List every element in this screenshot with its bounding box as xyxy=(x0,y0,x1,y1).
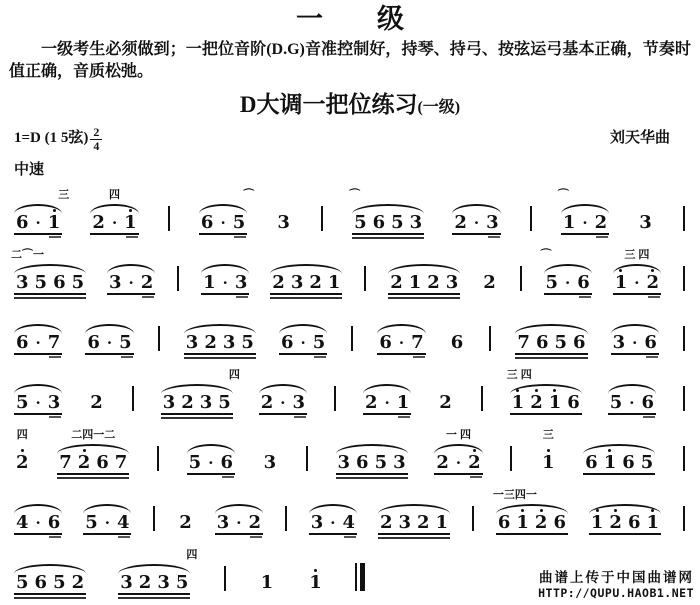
barline xyxy=(489,326,491,351)
note-group xyxy=(87,394,106,412)
barline xyxy=(530,206,532,231)
note: 5 xyxy=(312,332,326,353)
footer-watermark xyxy=(538,566,694,600)
note: 1 xyxy=(601,454,620,472)
note: 2 xyxy=(140,272,154,293)
note-group xyxy=(433,429,483,473)
fingering-annotation: 三 四 xyxy=(506,369,532,381)
fingering-annotation: 一 四 xyxy=(445,429,471,441)
barline xyxy=(683,446,685,471)
note: 3 xyxy=(199,392,213,413)
note: 2 xyxy=(248,512,261,533)
note: 7 xyxy=(47,332,61,353)
note: · xyxy=(111,214,118,232)
note: 2 xyxy=(606,514,625,532)
barline xyxy=(168,206,170,231)
note-group xyxy=(451,214,501,232)
note: 2 xyxy=(465,454,484,472)
fingering-annotation: 二四一二 xyxy=(71,429,116,441)
final-barline xyxy=(355,563,365,591)
score-line-5 xyxy=(0,425,700,485)
note: · xyxy=(582,214,588,232)
note: 1 xyxy=(513,514,532,532)
key-text: 1=D (1 5弦) xyxy=(14,130,89,146)
note: 5 xyxy=(34,272,48,293)
note: 5 xyxy=(554,332,567,353)
note: 5 xyxy=(354,212,367,233)
note-group xyxy=(84,334,134,352)
note: 3 xyxy=(234,272,248,293)
note: 3 xyxy=(292,392,306,413)
note-group xyxy=(186,454,236,472)
barline xyxy=(683,506,685,531)
score-line-4 xyxy=(0,365,700,425)
note: 6 xyxy=(450,332,464,353)
barline xyxy=(481,386,483,411)
note: 3 xyxy=(157,572,170,593)
note: 6 xyxy=(200,212,214,233)
note: · xyxy=(398,334,405,352)
note-group xyxy=(117,549,198,593)
note: 1 xyxy=(306,574,325,592)
fingering-annotation: 三 四 xyxy=(624,249,650,261)
score-line-2 xyxy=(0,245,700,305)
note-group xyxy=(582,454,656,472)
note: 3 xyxy=(216,512,230,533)
note-group xyxy=(540,249,593,293)
note: 2 xyxy=(483,272,496,293)
note: · xyxy=(106,334,113,352)
note: · xyxy=(473,214,480,232)
note: 2 xyxy=(643,274,662,292)
note-group xyxy=(214,514,264,532)
note-group xyxy=(13,394,63,412)
note-group xyxy=(200,274,250,292)
note: 2 xyxy=(260,392,274,413)
note: · xyxy=(384,394,390,412)
note: · xyxy=(455,454,462,472)
note: 6 xyxy=(87,332,100,353)
note: 5 xyxy=(545,272,559,293)
note-group xyxy=(82,514,132,532)
note: 6 xyxy=(497,512,511,533)
note: 4 xyxy=(342,512,356,533)
note: 2 xyxy=(90,392,103,413)
note: 3 xyxy=(486,212,499,233)
key-signature xyxy=(14,126,102,153)
note: 7 xyxy=(114,452,128,473)
note: 3 xyxy=(290,272,304,293)
note: 3 xyxy=(398,512,412,533)
note: 2 xyxy=(527,394,546,412)
note: · xyxy=(35,514,41,532)
score xyxy=(0,185,700,605)
note: 2 xyxy=(75,454,94,472)
note: 5 xyxy=(374,452,388,473)
note: · xyxy=(128,274,134,292)
note: 6 xyxy=(627,512,641,533)
note: 6 xyxy=(573,332,586,353)
note-group xyxy=(13,574,87,592)
note: 3 xyxy=(445,272,459,293)
note-group xyxy=(607,394,657,412)
note: 3 xyxy=(612,332,626,353)
fingering-annotation: 四 xyxy=(16,429,28,441)
note: 1 xyxy=(260,572,274,593)
note: 5 xyxy=(609,392,623,413)
note-group xyxy=(56,429,130,473)
note: 6 xyxy=(16,212,29,233)
note: 1 xyxy=(546,394,565,412)
note-group xyxy=(377,514,451,532)
note: 2 xyxy=(272,272,285,293)
fingering-annotation: ⌒ xyxy=(557,189,569,201)
note: 3 xyxy=(120,572,133,593)
note: 6 xyxy=(34,572,48,593)
note: 2 xyxy=(454,212,467,233)
note: 2 xyxy=(390,272,403,293)
note-group xyxy=(436,394,455,412)
note: 4 xyxy=(16,512,29,533)
tempo-marking: 中速 xyxy=(14,162,45,178)
note-group xyxy=(11,249,87,293)
note: 2 xyxy=(439,392,452,413)
note: 1 xyxy=(435,512,449,533)
note: 2 xyxy=(427,272,440,293)
piece-title xyxy=(0,90,700,120)
note: 7 xyxy=(517,332,530,353)
note: 3 xyxy=(337,452,351,473)
note: 1 xyxy=(121,214,140,232)
barline xyxy=(321,206,323,231)
note: 6 xyxy=(280,332,294,353)
score-line-3 xyxy=(0,305,700,365)
note: · xyxy=(236,514,242,532)
note-group xyxy=(306,574,325,592)
barline xyxy=(153,506,155,531)
note-group xyxy=(612,249,662,293)
fingering-annotation: ⌒ xyxy=(540,249,552,261)
note: 2 xyxy=(138,572,152,593)
note-group xyxy=(261,454,280,472)
note: · xyxy=(35,394,41,412)
barline xyxy=(334,386,336,411)
note: · xyxy=(632,334,638,352)
note-group xyxy=(13,334,63,352)
note: 5 xyxy=(188,452,202,473)
note-group xyxy=(160,369,240,413)
note: 2 xyxy=(179,512,192,533)
note: 2 xyxy=(181,392,194,413)
note-group xyxy=(13,429,32,473)
note-group xyxy=(539,429,558,473)
note: 1 xyxy=(643,514,662,532)
fingering-annotation: 一三四一 xyxy=(492,489,537,501)
note: · xyxy=(634,274,640,292)
barline xyxy=(683,386,685,411)
note: 5 xyxy=(391,212,404,233)
note-group xyxy=(278,334,328,352)
note: · xyxy=(280,394,286,412)
barline xyxy=(683,266,685,291)
note: · xyxy=(222,274,228,292)
note: 6 xyxy=(622,452,635,473)
note-group xyxy=(480,274,499,292)
note: 2 xyxy=(13,454,32,472)
barline xyxy=(177,266,179,291)
note-group xyxy=(387,274,461,292)
barline xyxy=(306,446,308,471)
note: 3 xyxy=(162,392,176,413)
note-group xyxy=(557,189,610,233)
note: 3 xyxy=(16,272,29,293)
note-group xyxy=(13,514,63,532)
note-group xyxy=(13,189,70,233)
note: 6 xyxy=(585,452,598,473)
fingering-annotation: ⌒ xyxy=(243,189,255,201)
note: 1 xyxy=(203,272,216,293)
note-group xyxy=(308,514,358,532)
note: 1 xyxy=(327,272,341,293)
note: 1 xyxy=(408,272,422,293)
note: 2 xyxy=(417,512,430,533)
barline xyxy=(510,446,512,471)
note: 5 xyxy=(53,572,66,593)
note: 6 xyxy=(356,452,369,473)
note: 5 xyxy=(218,392,231,413)
note: 2 xyxy=(71,572,85,593)
note: 5 xyxy=(71,272,85,293)
time-signature xyxy=(90,126,102,152)
note-group xyxy=(506,369,583,413)
fingering-annotation: 三 xyxy=(58,189,70,201)
barline xyxy=(364,266,366,291)
note: · xyxy=(35,214,41,232)
barline xyxy=(158,326,160,351)
note: · xyxy=(104,514,110,532)
note-group xyxy=(183,334,257,352)
score-line-6 xyxy=(0,485,700,545)
note: 6 xyxy=(577,272,590,293)
note: 5 xyxy=(232,212,246,233)
note-group xyxy=(349,189,425,233)
note: 5 xyxy=(16,572,29,593)
note: 2 xyxy=(379,512,393,533)
note: 3 xyxy=(185,332,199,353)
note: 1 xyxy=(396,392,410,413)
note-group xyxy=(258,574,277,592)
note-group xyxy=(89,189,139,233)
note: 1 xyxy=(612,274,631,292)
barline xyxy=(683,326,685,351)
barline xyxy=(351,326,353,351)
footer-site-url: HTTP://QUPU.HAOB1.NET xyxy=(538,586,694,600)
note: 3 xyxy=(310,512,324,533)
note: 7 xyxy=(59,452,72,473)
note: 3 xyxy=(109,272,122,293)
note: 5 xyxy=(85,512,98,533)
fingering-annotation: 二⌒一 xyxy=(11,249,44,261)
note: 5 xyxy=(640,452,654,473)
note: 2 xyxy=(204,332,217,353)
note-group xyxy=(176,514,195,532)
composer-credit: 刘天华曲 xyxy=(609,130,670,146)
note: 2 xyxy=(92,212,105,233)
score-line-1 xyxy=(0,185,700,245)
barline xyxy=(285,506,287,531)
note: 2 xyxy=(532,514,551,532)
note-group xyxy=(362,394,412,412)
intro-paragraph: 一级考生必须做到；一把位音阶(D.G)音准控制好，持琴、持弓、按弦运弓基本正确，节奏时值正确，音质松弛。 xyxy=(9,41,691,80)
note-group xyxy=(376,334,426,352)
barline xyxy=(472,506,474,531)
barline xyxy=(683,206,685,231)
fingering-annotation: ⌒ xyxy=(349,189,361,201)
note: 6 xyxy=(96,452,109,473)
barline xyxy=(520,266,522,291)
fingering-annotation: 三 xyxy=(542,429,554,441)
note: · xyxy=(565,274,571,292)
note-group xyxy=(335,454,409,472)
note: 2 xyxy=(364,392,378,413)
note-group xyxy=(269,274,343,292)
note: 6 xyxy=(553,512,566,533)
note: 6 xyxy=(53,272,66,293)
fingering-annotation: 四 xyxy=(228,369,240,381)
note: · xyxy=(330,514,336,532)
note: 6 xyxy=(220,452,233,473)
note-group xyxy=(588,514,662,532)
score-line-7 xyxy=(0,545,378,605)
note: 5 xyxy=(119,332,132,353)
note: 3 xyxy=(277,212,290,233)
note: 5 xyxy=(175,572,189,593)
note: 3 xyxy=(409,212,423,233)
note: 3 xyxy=(393,452,406,473)
note: 3 xyxy=(47,392,61,413)
note: 5 xyxy=(16,392,29,413)
note: 2 xyxy=(594,212,608,233)
note: 1 xyxy=(539,454,558,472)
footer-site-name: 曲谱上传于中国曲谱网 xyxy=(539,570,694,585)
page-title: 一 级 xyxy=(296,4,404,34)
note: 6 xyxy=(379,332,392,353)
meta-row xyxy=(0,126,700,152)
note-group xyxy=(610,334,660,352)
piece-title-main: D大调一把位练习 xyxy=(239,92,418,117)
fingering-annotation: 四 xyxy=(186,549,198,561)
note: 1 xyxy=(45,214,64,232)
note: 2 xyxy=(309,272,322,293)
time-signature-numerator: 2 xyxy=(90,126,102,140)
note: · xyxy=(220,214,226,232)
note: 6 xyxy=(372,212,386,233)
note: 7 xyxy=(411,332,424,353)
note: 6 xyxy=(535,332,549,353)
note-group xyxy=(448,334,467,352)
note: 6 xyxy=(16,332,29,353)
note: · xyxy=(35,334,41,352)
note: 1 xyxy=(562,212,576,233)
note: · xyxy=(208,454,214,472)
barline xyxy=(132,386,134,411)
note-group xyxy=(514,334,588,352)
note-group xyxy=(106,274,156,292)
note: 6 xyxy=(567,392,580,413)
time-signature-denominator: 4 xyxy=(93,139,100,153)
note: 3 xyxy=(263,452,277,473)
note: 6 xyxy=(641,392,655,413)
note: · xyxy=(300,334,306,352)
note-group xyxy=(492,489,569,533)
piece-title-level: (一级) xyxy=(417,99,461,116)
note-group xyxy=(636,214,655,232)
note-group xyxy=(198,189,255,233)
note: 1 xyxy=(588,514,607,532)
note: 3 xyxy=(639,212,652,233)
note: 6 xyxy=(644,332,657,353)
note: 3 xyxy=(222,332,236,353)
barline xyxy=(157,446,159,471)
note-group xyxy=(258,394,308,412)
note: 4 xyxy=(116,512,130,533)
barline xyxy=(224,566,226,591)
note: 2 xyxy=(436,452,449,473)
note: 5 xyxy=(241,332,254,353)
note-group xyxy=(274,214,293,232)
note: 6 xyxy=(47,512,61,533)
note: · xyxy=(629,394,635,412)
note: 1 xyxy=(509,394,528,412)
fingering-annotation: 四 xyxy=(109,189,121,201)
